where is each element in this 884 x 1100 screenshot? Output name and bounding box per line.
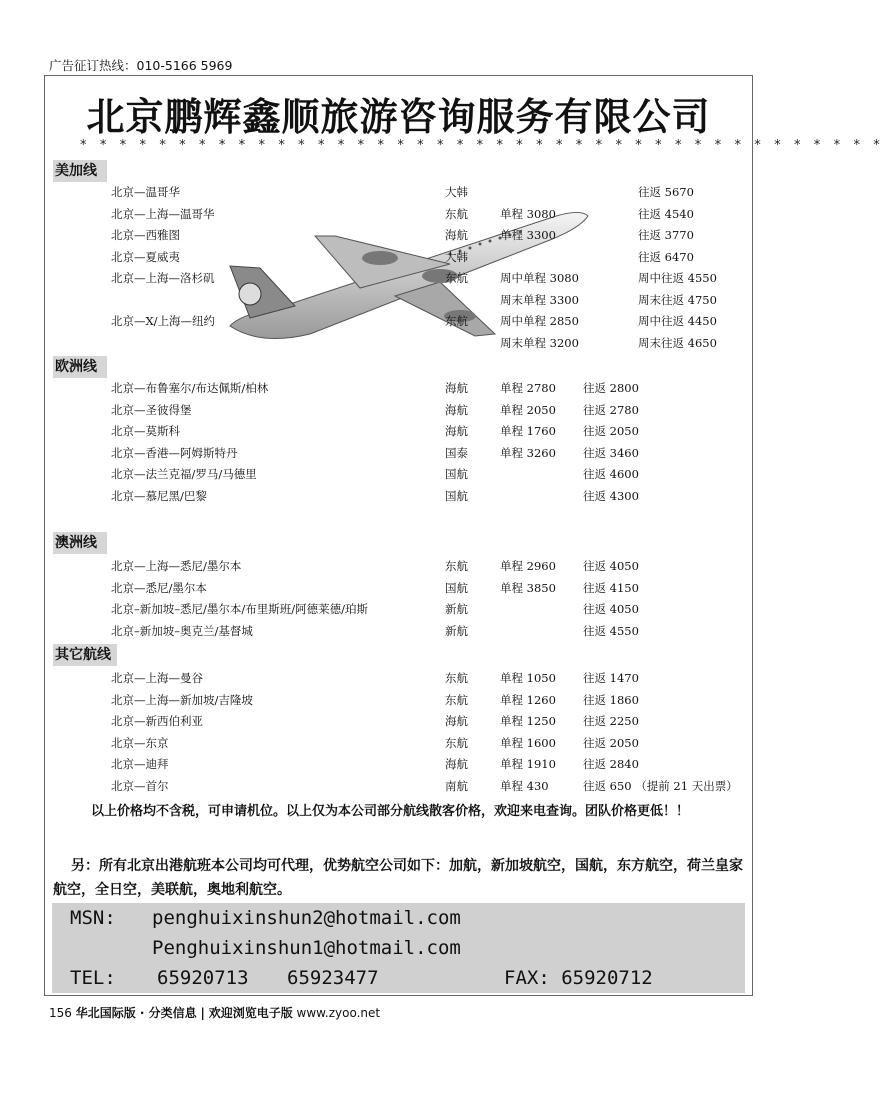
one-way-fare: 单程 1250 — [500, 714, 556, 728]
round-trip-fare: 往返 4550 — [583, 623, 639, 638]
round-trip-fare: 往返 2840 — [583, 757, 639, 771]
one-way-fare: 单程 2780 — [500, 381, 556, 395]
airline: 大韩 — [445, 249, 468, 264]
fare-row — [45, 776, 745, 796]
airline: 新航 — [445, 623, 468, 638]
airline: 海航 — [445, 381, 468, 395]
route: 北京—圣彼得堡 — [111, 402, 192, 417]
msn-label: MSN: — [70, 907, 116, 929]
airline: 东航 — [445, 314, 468, 328]
footer-url[interactable]: www.zyoo.net — [296, 1006, 381, 1020]
route: 北京—上海—新加坡/吉隆坡 — [111, 692, 253, 707]
one-way-fare: 单程 1260 — [500, 692, 556, 707]
fare-row — [45, 225, 745, 245]
tel-number-2[interactable]: 65923477 — [287, 967, 379, 989]
airline: 东航 — [445, 271, 468, 285]
company-title: 北京鹏辉鑫顺旅游咨询服务有限公司 — [86, 94, 711, 139]
round-trip-fare: 往返 2800 — [583, 381, 639, 395]
airline: 南航 — [445, 778, 468, 793]
star-divider: * * * * * * * * * * * * * * * * * * * * * * * * * * * * * * * * * * * * * * * * * — [80, 138, 884, 153]
route: 北京—上海—洛杉矶 — [111, 271, 215, 285]
one-way-fare: 周中单程 2850 — [500, 314, 579, 328]
airline: 新航 — [445, 602, 468, 616]
round-trip-fare: 往返 2780 — [583, 402, 639, 417]
fare-row — [45, 378, 745, 398]
fare-row — [45, 668, 745, 688]
ad-hotline: 广告征订热线：010-5166 5969 — [49, 58, 233, 73]
one-way-fare: 单程 1050 — [500, 671, 556, 685]
section-australia: 澳洲线 — [53, 532, 107, 554]
fare-row — [45, 268, 745, 288]
route: 北京—慕尼黑/巴黎 — [111, 488, 207, 503]
airline: 海航 — [445, 424, 468, 438]
tel-number-1[interactable]: 65920713 — [157, 967, 249, 989]
one-way-fare: 单程 3300 — [500, 228, 556, 242]
airline: 国航 — [445, 488, 468, 503]
airline: 海航 — [445, 714, 468, 728]
route: 北京—上海—悉尼/墨尔本 — [111, 559, 242, 573]
fare-row — [45, 464, 745, 484]
round-trip-fare: 周中往返 4450 — [638, 314, 717, 328]
one-way-fare: 单程 1600 — [500, 735, 556, 750]
route: 北京—上海—曼谷 — [111, 671, 203, 685]
route: 北京–新加坡–悉尼/墨尔本/布里斯班/阿德莱德/珀斯 — [111, 602, 368, 616]
one-way-fare: 单程 3080 — [500, 206, 556, 221]
one-way-fare: 单程 1760 — [500, 424, 556, 438]
round-trip-fare: 往返 1860 — [583, 692, 639, 707]
airline: 海航 — [445, 757, 468, 771]
fare-row — [45, 333, 745, 353]
one-way-fare: 单程 3850 — [500, 580, 556, 595]
airline: 海航 — [445, 228, 468, 242]
ad-frame — [44, 75, 884, 996]
fare-row — [45, 421, 745, 441]
route: 北京—迪拜 — [111, 757, 169, 771]
round-trip-fare: 往返 650 （提前 21 天出票） — [583, 778, 738, 793]
fare-row — [45, 400, 745, 420]
route: 北京—夏威夷 — [111, 249, 180, 264]
one-way-fare: 单程 430 — [500, 778, 549, 793]
price-note: 以上价格均不含税，可申请机位。以上仅为本公司部分航线散客价格，欢迎来电查询。团队价格更低！！ — [91, 804, 690, 819]
fare-row — [45, 443, 745, 463]
section-america: 美加线 — [53, 160, 107, 182]
route: 北京–新加坡–奥克兰/基督城 — [111, 623, 253, 638]
round-trip-fare: 往返 4540 — [638, 206, 694, 221]
round-trip-fare: 往返 2250 — [583, 714, 639, 728]
page-footer — [49, 1004, 380, 1021]
fare-row — [45, 182, 745, 202]
fare-row — [45, 599, 745, 619]
fax-number[interactable]: FAX: 65920712 — [504, 967, 653, 989]
fare-row — [45, 556, 745, 576]
airline: 东航 — [445, 206, 468, 221]
round-trip-fare: 周中往返 4550 — [638, 271, 717, 285]
airline: 东航 — [445, 671, 468, 685]
fare-row — [45, 247, 745, 267]
one-way-fare: 周末单程 3300 — [500, 292, 579, 307]
airline: 东航 — [445, 559, 468, 573]
section-europe: 欧洲线 — [53, 356, 107, 378]
round-trip-fare: 往返 6470 — [638, 249, 694, 264]
route: 北京—布鲁塞尔/布达佩斯/柏林 — [111, 381, 269, 395]
footer-welcome: 欢迎浏览电子版 — [208, 1006, 293, 1020]
fare-row — [45, 290, 745, 310]
round-trip-fare: 往返 4150 — [583, 580, 639, 595]
fare-row — [45, 486, 745, 506]
msn-secondary[interactable]: Penghuixinshun1@hotmail.com — [152, 937, 461, 959]
round-trip-fare: 往返 2050 — [583, 424, 639, 438]
round-trip-fare: 往返 3770 — [638, 228, 694, 242]
edition-name: 华北国际版 · 分类信息 — [75, 1006, 197, 1020]
route: 北京—西雅图 — [111, 228, 180, 242]
route: 北京—首尔 — [111, 778, 169, 793]
tel-label: TEL: — [70, 967, 116, 989]
contact-box — [52, 903, 745, 993]
airline: 东航 — [445, 692, 468, 707]
fare-row — [45, 204, 745, 224]
one-way-fare: 单程 2050 — [500, 402, 556, 417]
footer-separator: | — [200, 1006, 205, 1020]
page-number: 156 — [49, 1006, 72, 1020]
route: 北京—新西伯利亚 — [111, 714, 203, 728]
fare-row — [45, 690, 745, 710]
fare-row — [45, 754, 745, 774]
one-way-fare: 周末单程 3200 — [500, 335, 579, 350]
msn-primary[interactable]: penghuixinshun2@hotmail.com — [152, 907, 461, 929]
one-way-fare: 单程 3260 — [500, 445, 556, 460]
fare-row — [45, 733, 745, 753]
fare-row — [45, 711, 745, 731]
fare-row — [45, 311, 745, 331]
airline: 国航 — [445, 467, 468, 481]
airline: 东航 — [445, 735, 468, 750]
airline-note: 另：所有北京出港航班本公司均可代理，优势航空公司如下：加航，新加坡航空，国航，东方航空，荷兰皇家航空，全日空，美联航，奥地利航空。 — [53, 858, 743, 898]
route: 北京—温哥华 — [111, 185, 180, 199]
round-trip-fare: 往返 2050 — [583, 735, 639, 750]
round-trip-fare: 往返 4050 — [583, 559, 639, 573]
one-way-fare: 单程 1910 — [500, 757, 556, 771]
round-trip-fare: 往返 3460 — [583, 445, 639, 460]
route: 北京—法兰克福/罗马/马德里 — [111, 467, 257, 481]
one-way-fare: 单程 2960 — [500, 559, 556, 573]
section-other: 其它航线 — [53, 644, 117, 666]
route: 北京—香港—阿姆斯特丹 — [111, 445, 238, 460]
airline: 国航 — [445, 580, 468, 595]
route: 北京—东京 — [111, 735, 169, 750]
airline: 海航 — [445, 402, 468, 417]
route: 北京—莫斯科 — [111, 424, 180, 438]
route: 北京—上海—温哥华 — [111, 206, 215, 221]
route: 北京—悉尼/墨尔本 — [111, 580, 207, 595]
round-trip-fare: 往返 4300 — [583, 488, 639, 503]
round-trip-fare: 往返 4600 — [583, 467, 639, 481]
round-trip-fare: 往返 4050 — [583, 602, 639, 616]
route: 北京—X/上海—纽约 — [111, 314, 216, 328]
one-way-fare: 周中单程 3080 — [500, 271, 579, 285]
round-trip-fare: 周末往返 4750 — [638, 292, 717, 307]
fare-row — [45, 578, 745, 598]
fare-row — [45, 621, 745, 641]
round-trip-fare: 往返 5670 — [638, 185, 694, 199]
airline: 大韩 — [445, 185, 468, 199]
airline: 国泰 — [445, 445, 468, 460]
round-trip-fare: 往返 1470 — [583, 671, 639, 685]
round-trip-fare: 周末往返 4650 — [638, 335, 717, 350]
